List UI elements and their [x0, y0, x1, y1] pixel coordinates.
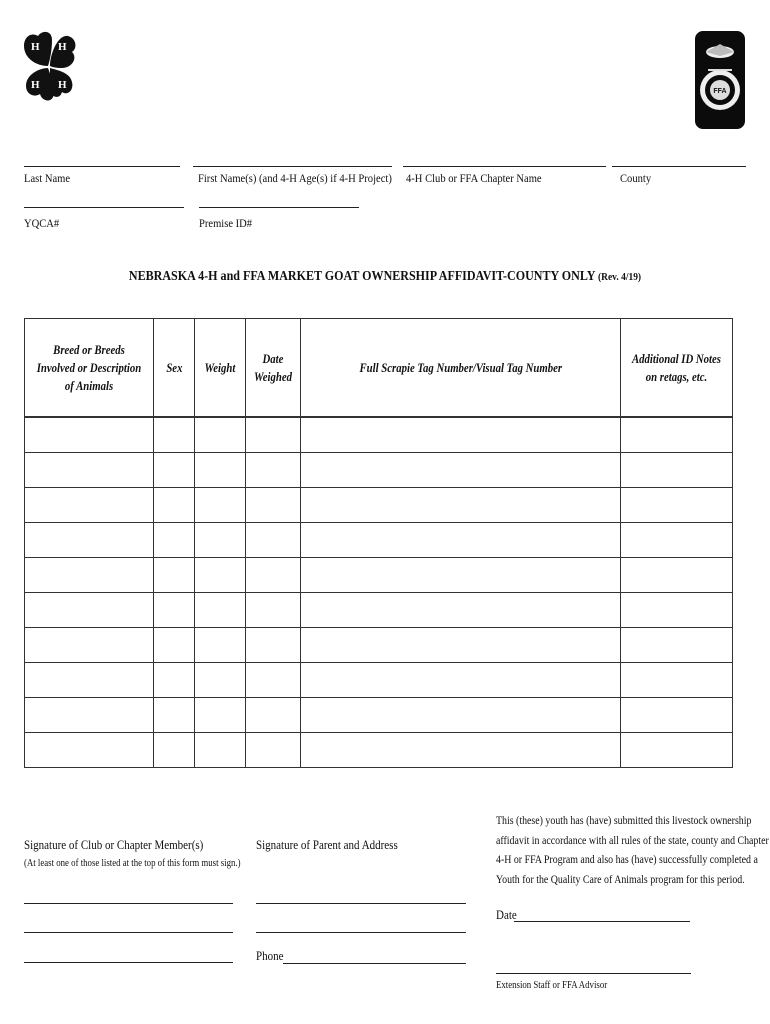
table-cell[interactable] [25, 488, 154, 523]
table-cell[interactable] [154, 663, 195, 698]
member-signature-label: Signature of Club or Chapter Member(s) [24, 838, 204, 852]
svg-text:H: H [58, 79, 67, 91]
certification-line: affidavit in accordance with all rules of the state, county and Chapter [496, 834, 769, 847]
table-cell[interactable] [246, 593, 301, 628]
svg-text:FFA: FFA [713, 88, 727, 95]
table-cell[interactable] [195, 417, 246, 453]
date-line[interactable] [514, 921, 690, 922]
table-cell[interactable] [246, 663, 301, 698]
table-cell[interactable] [154, 488, 195, 523]
member-signature-line-2[interactable] [24, 932, 233, 933]
table-row [25, 733, 733, 768]
table-cell[interactable] [154, 593, 195, 628]
certification-line: This (these) youth has (have) submitted this livestock ownership [496, 815, 752, 827]
certification-text [496, 812, 769, 890]
svg-text:H: H [31, 79, 40, 91]
form-revision: (Rev. 4/19) [597, 271, 642, 283]
table-row [25, 698, 733, 733]
table-cell[interactable] [25, 558, 154, 593]
member-signature-line-1[interactable] [24, 903, 233, 904]
table-cell[interactable] [246, 488, 301, 523]
table-cell[interactable] [301, 733, 621, 768]
certification-line: Youth for the Quality Care of Animals program for this period. [496, 873, 745, 886]
table-row [25, 417, 733, 453]
table-cell[interactable] [25, 628, 154, 663]
col-header-breed: Breed or Breeds Involved or Description of Animals [25, 319, 154, 418]
county-label: County [620, 171, 652, 185]
certification-line: 4-H or FFA Program and also has (have) successfully completed a [496, 854, 758, 866]
club-chapter-label: 4-H Club or FFA Chapter Name [406, 171, 542, 185]
table-cell[interactable] [154, 523, 195, 558]
table-cell[interactable] [621, 417, 733, 453]
yqca-line[interactable] [24, 207, 184, 208]
table-row [25, 593, 733, 628]
table-cell[interactable] [246, 558, 301, 593]
table-cell[interactable] [195, 628, 246, 663]
table-cell[interactable] [154, 628, 195, 663]
table-cell[interactable] [25, 417, 154, 453]
club-chapter-line[interactable] [403, 166, 606, 167]
table-cell[interactable] [301, 698, 621, 733]
parent-signature-line-1[interactable] [256, 903, 466, 904]
table-cell[interactable] [195, 523, 246, 558]
table-cell[interactable] [25, 523, 154, 558]
table-cell[interactable] [621, 628, 733, 663]
table-cell[interactable] [621, 663, 733, 698]
table-cell[interactable] [301, 663, 621, 698]
table-cell[interactable] [154, 558, 195, 593]
table-cell[interactable] [621, 488, 733, 523]
table-cell[interactable] [195, 558, 246, 593]
col-header-scrapie-tag: Full Scrapie Tag Number/Visual Tag Number [301, 319, 621, 418]
table-cell[interactable] [25, 733, 154, 768]
table-cell[interactable] [301, 488, 621, 523]
table-cell[interactable] [195, 663, 246, 698]
table-cell[interactable] [621, 698, 733, 733]
form-title-main: NEBRASKA 4-H and FFA MARKET GOAT OWNERSHIP AFFIDAVIT-COUNTY ONLY [128, 269, 595, 284]
table-header-row [25, 319, 733, 418]
table-row [25, 523, 733, 558]
table-cell[interactable] [301, 453, 621, 488]
table-row [25, 628, 733, 663]
parent-address-line-2[interactable] [256, 932, 466, 933]
table-cell[interactable] [301, 558, 621, 593]
table-cell[interactable] [621, 593, 733, 628]
table-cell[interactable] [301, 523, 621, 558]
last-name-line[interactable] [24, 166, 180, 167]
table-cell[interactable] [301, 417, 621, 453]
phone-label: Phone [256, 949, 284, 963]
yqca-label: YQCA# [24, 216, 60, 230]
last-name-label: Last Name [24, 171, 71, 185]
col-header-date-weighed: Date Weighed [246, 319, 301, 418]
table-cell[interactable] [246, 628, 301, 663]
col-header-additional-id: Additional ID Notes on retags, etc. [621, 319, 733, 418]
table-cell[interactable] [621, 733, 733, 768]
premise-id-line[interactable] [199, 207, 359, 208]
table-cell[interactable] [25, 698, 154, 733]
table-cell[interactable] [154, 417, 195, 453]
table-cell[interactable] [246, 523, 301, 558]
premise-id-label: Premise ID# [199, 216, 253, 230]
col-header-sex: Sex [154, 319, 195, 418]
table-cell[interactable] [154, 733, 195, 768]
table-cell[interactable] [301, 628, 621, 663]
staff-signature-label: Extension Staff or FFA Advisor [496, 980, 608, 991]
table-cell[interactable] [195, 698, 246, 733]
table-cell[interactable] [621, 453, 733, 488]
table-row [25, 453, 733, 488]
first-names-line[interactable] [193, 166, 392, 167]
animals-table [24, 318, 733, 768]
table-row [25, 488, 733, 523]
ffa-emblem-icon [694, 30, 746, 130]
table-cell[interactable] [301, 593, 621, 628]
svg-text:H: H [31, 41, 40, 53]
member-signature-line-3[interactable] [24, 962, 233, 963]
staff-signature-line[interactable] [496, 973, 691, 974]
first-names-label: First Name(s) (and 4-H Age(s) if 4-H Project) [198, 171, 392, 185]
county-line[interactable] [612, 166, 746, 167]
table-cell[interactable] [246, 733, 301, 768]
table-cell[interactable] [195, 593, 246, 628]
table-row [25, 558, 733, 593]
member-signature-note: (At least one of those listed at the top of this form must sign.) [24, 858, 241, 869]
table-cell[interactable] [195, 453, 246, 488]
date-label: Date [496, 908, 517, 922]
table-cell[interactable] [195, 488, 246, 523]
table-cell[interactable] [25, 453, 154, 488]
phone-line[interactable] [283, 963, 466, 964]
table-cell[interactable] [621, 558, 733, 593]
table-cell[interactable] [154, 698, 195, 733]
table-cell[interactable] [246, 698, 301, 733]
table-cell[interactable] [154, 453, 195, 488]
table-cell[interactable] [246, 453, 301, 488]
svg-text:H: H [58, 41, 67, 53]
table-row [25, 663, 733, 698]
four-h-clover-icon [20, 28, 80, 108]
table-cell[interactable] [621, 523, 733, 558]
table-cell[interactable] [195, 733, 246, 768]
form-title [54, 269, 716, 285]
table-cell[interactable] [25, 593, 154, 628]
table-body [25, 417, 733, 768]
table-cell[interactable] [25, 663, 154, 698]
col-header-weight: Weight [195, 319, 246, 418]
parent-signature-label: Signature of Parent and Address [256, 838, 398, 852]
table-cell[interactable] [246, 417, 301, 453]
